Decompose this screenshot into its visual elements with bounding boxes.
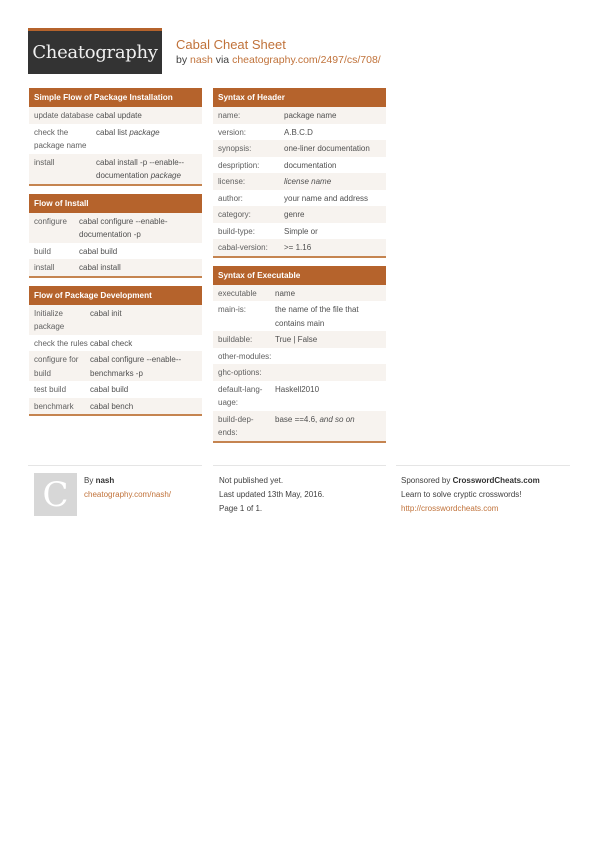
table-row [213, 285, 386, 302]
row-value: Haskell2010 [275, 384, 320, 394]
table-row [29, 124, 202, 154]
row-key: main-is: [218, 305, 247, 314]
section-syntax-header [213, 88, 386, 258]
sponsor-tagline: Learn to solve cryptic crosswords! [401, 490, 522, 499]
value-italic: package [129, 127, 160, 137]
row-value: genre [284, 210, 305, 219]
cheatography-logo[interactable] [28, 28, 162, 74]
row-key: category: [218, 210, 251, 219]
section-flow-install [29, 194, 202, 278]
value-text: base ==4.6, [275, 414, 320, 424]
column-1 [29, 88, 202, 424]
row-value: cabal configure --enable--benchmarks -p [90, 355, 182, 378]
row-key: cabal-version: [218, 243, 268, 252]
row-key: version: [218, 127, 247, 137]
sponsor-name: CrosswordCheats.com [452, 476, 540, 485]
sheet-url-link[interactable]: cheatography.com/2497/cs/708/ [232, 54, 381, 66]
row-value: cabal build [90, 385, 129, 394]
last-updated: Last updated 13th May, 2016. [219, 490, 325, 499]
table-row [213, 157, 386, 174]
section-title: Simple Flow of Package Installation [29, 88, 202, 107]
row-key: author: [218, 193, 243, 203]
row-value: package name [284, 111, 337, 120]
table-row [29, 351, 202, 381]
table-row [29, 305, 202, 335]
table-row [213, 239, 386, 256]
row-value: your name and address [284, 193, 369, 203]
avatar[interactable] [34, 473, 77, 516]
table-row [213, 364, 386, 381]
value-italic: and so on [319, 414, 355, 424]
logo-text: Cheatography [32, 42, 158, 63]
row-value [96, 126, 198, 153]
row-value: the name of the file that contains main [275, 305, 359, 328]
row-value: cabal bench [90, 401, 134, 411]
footer-divider [396, 465, 570, 466]
row-key: benchmark [34, 401, 74, 411]
section-flow-dev [29, 286, 202, 417]
row-key: buildable: [218, 335, 253, 344]
row-key: install [34, 157, 55, 167]
table-row [213, 301, 386, 331]
row-key: test build [34, 385, 67, 394]
section-title: Syntax of Header [213, 88, 386, 107]
row-value [96, 156, 198, 183]
row-value: cabal configure --enable-documentation -p [79, 216, 168, 239]
avatar-letter: C [42, 474, 69, 515]
title-block [176, 37, 381, 68]
section-syntax-executable [213, 266, 386, 443]
row-key: build-type: [218, 226, 255, 236]
table-row [29, 381, 202, 398]
row-key: despription: [218, 160, 260, 170]
byline [176, 53, 381, 68]
table-row [29, 107, 202, 124]
row-key: name: [218, 111, 241, 120]
row-value: cabal update [96, 111, 142, 120]
value-text: cabal install -p --enable--documentation [96, 157, 185, 180]
author-profile-link[interactable]: cheatography.com/nash/ [84, 490, 172, 499]
section-title: Flow of Install [29, 194, 202, 213]
row-value [262, 366, 382, 380]
row-key: executable [218, 288, 257, 298]
table-row [213, 173, 386, 190]
row-value: >= 1.16 [284, 243, 312, 252]
table-row [29, 243, 202, 260]
publish-status: Not published yet. [219, 476, 284, 485]
table-row [213, 190, 386, 207]
page-number: Page 1 of 1. [219, 504, 263, 513]
row-value: cabal init [90, 308, 122, 318]
table-row [29, 398, 202, 415]
table-row [29, 213, 202, 243]
section-title: Syntax of Executable [213, 266, 386, 285]
row-value: name [275, 288, 296, 298]
row-key: install [34, 263, 55, 272]
row-key: configure [34, 216, 67, 226]
footer-divider [213, 465, 386, 466]
row-key: check the rules [34, 338, 88, 348]
row-value: A.B.C.D [284, 127, 313, 137]
table-row [213, 411, 386, 441]
row-value: Simple or [284, 226, 318, 236]
sponsor-prefix: Sponsored by [401, 476, 453, 485]
row-key: synopsis: [218, 144, 252, 153]
row-key: build-dep- ends: [218, 414, 254, 437]
table-row [213, 331, 386, 348]
row-value: True | False [275, 335, 318, 344]
section-simple-flow [29, 88, 202, 186]
row-value: cabal build [79, 246, 118, 256]
table-row [29, 154, 202, 184]
column-2 [213, 88, 386, 451]
table-row [213, 124, 386, 141]
row-value: one-liner documentation [284, 144, 370, 153]
table-row [29, 259, 202, 276]
footer-status [219, 474, 324, 516]
table-row [213, 223, 386, 240]
via-text: via [212, 54, 233, 66]
row-value: cabal check [90, 338, 133, 348]
table-row [29, 335, 202, 352]
value-italic: package [150, 171, 181, 180]
row-value: cabal install [79, 263, 121, 272]
footer-sponsor [401, 474, 540, 516]
table-row [213, 107, 386, 124]
author-link[interactable]: nash [190, 54, 213, 66]
table-row [213, 206, 386, 223]
section-title: Flow of Package Development [29, 286, 202, 305]
row-value [275, 413, 382, 440]
sponsor-link[interactable]: http://crosswordcheats.com [401, 504, 499, 513]
footer-divider [28, 465, 202, 466]
row-value [271, 350, 382, 364]
table-row [213, 140, 386, 157]
value-text: cabal list [96, 127, 130, 137]
row-key: ghc-options: [218, 368, 262, 377]
row-key: other-modules: [218, 351, 272, 361]
row-value: license name [284, 177, 332, 186]
by-prefix: by [176, 54, 191, 66]
page-title[interactable]: Cabal Cheat Sheet [176, 37, 286, 52]
row-key: license: [218, 177, 246, 186]
row-key: check the package name [34, 127, 87, 150]
row-key: build [34, 246, 51, 256]
row-key: default-lang- uage: [218, 384, 263, 407]
table-row [213, 381, 386, 411]
by-label: By [84, 476, 96, 485]
footer-author [84, 474, 171, 502]
row-key: Initialize package [34, 308, 65, 331]
table-row [213, 348, 386, 365]
row-key: update database [34, 111, 94, 120]
footer-author-name: nash [95, 476, 115, 485]
row-value: documentation [284, 160, 337, 170]
row-key: configure for build [34, 355, 79, 378]
